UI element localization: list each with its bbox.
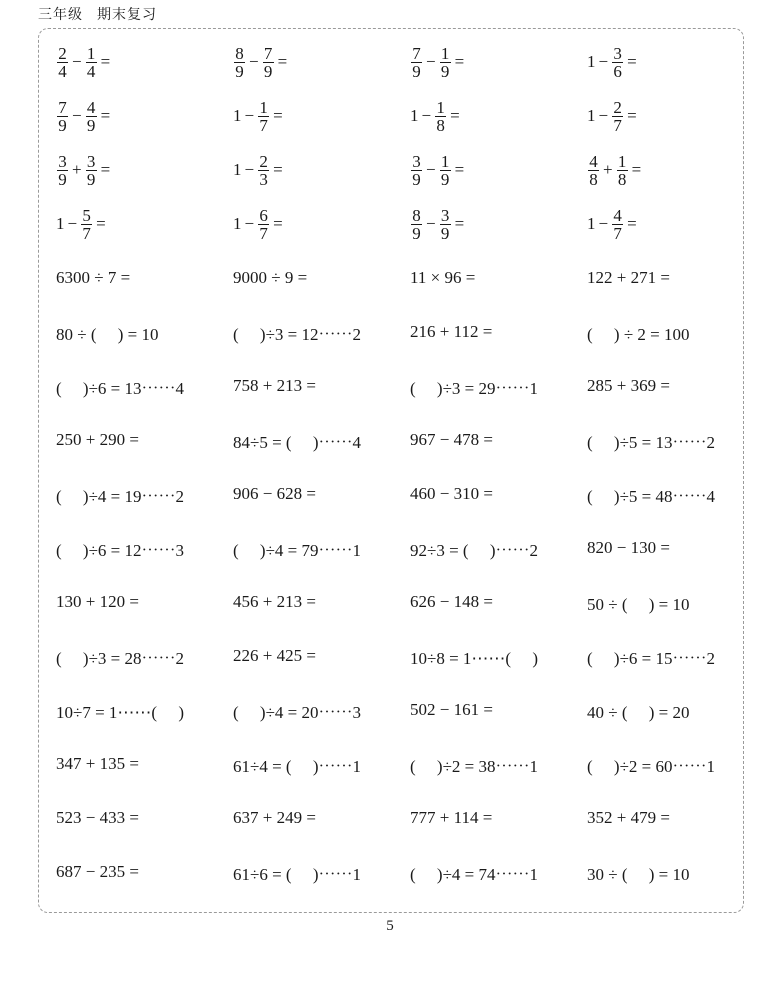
numerator: 6	[259, 205, 268, 225]
fraction	[57, 153, 68, 188]
whole-number: 1	[233, 160, 242, 179]
arithmetic-problem: ( )÷6 = 12⋯⋯3	[56, 540, 184, 560]
numerator: 2	[58, 43, 67, 63]
denominator: 7	[613, 223, 622, 243]
arithmetic-problem: 11 × 96 =	[410, 268, 476, 287]
fraction-row	[56, 143, 766, 197]
operator: −	[598, 106, 609, 125]
problem-row	[56, 521, 766, 575]
operator: −	[67, 214, 78, 233]
numerator: 7	[263, 43, 273, 63]
denominator: 9	[440, 223, 450, 243]
equals-sign: =	[627, 52, 637, 71]
whole-number: 1	[233, 214, 242, 233]
fraction	[435, 99, 446, 134]
denominator: 9	[58, 115, 67, 135]
operator: −	[426, 160, 436, 179]
numerator: 1	[86, 43, 96, 63]
fraction-row	[56, 89, 766, 143]
page-number: 5	[386, 918, 394, 934]
numerator: 4	[86, 97, 96, 117]
operator: −	[72, 52, 82, 71]
operator: −	[72, 106, 82, 125]
arithmetic-problem: ( )÷4 = 20⋯⋯3	[233, 702, 361, 722]
whole-number: 1	[587, 214, 596, 233]
equals-sign: =	[454, 52, 465, 71]
denominator: 9	[263, 61, 273, 81]
fraction	[612, 45, 623, 80]
problem-row	[56, 359, 766, 413]
fraction-problem	[56, 153, 233, 188]
equals-sign: =	[454, 214, 465, 233]
problem-grid	[56, 35, 766, 899]
denominator: 7	[613, 115, 622, 135]
numerator: 3	[58, 151, 67, 171]
arithmetic-problem: ( )÷4 = 19⋯⋯2	[56, 486, 184, 506]
arithmetic-problem: 285 + 369 =	[587, 376, 670, 395]
problem-row	[56, 629, 766, 683]
arithmetic-problem: ( )÷5 = 48⋯⋯4	[587, 486, 715, 506]
fraction-problem	[587, 99, 764, 134]
denominator: 7	[259, 115, 268, 135]
equals-sign: =	[454, 160, 465, 179]
fraction	[612, 207, 623, 242]
numerator: 1	[440, 43, 450, 63]
numerator: 4	[589, 151, 598, 171]
operator: +	[603, 160, 613, 179]
numerator: 3	[440, 205, 450, 225]
fraction	[57, 99, 68, 134]
operator: −	[244, 160, 255, 179]
arithmetic-problem: ( )÷2 = 38⋯⋯1	[410, 756, 538, 776]
arithmetic-problem: 637 + 249 =	[233, 808, 316, 827]
arithmetic-problem: 820 − 130 =	[587, 538, 670, 557]
arithmetic-problem: 626 − 148 =	[410, 592, 493, 611]
arithmetic-problem: ( )÷6 = 15⋯⋯2	[587, 648, 715, 668]
fraction	[86, 99, 97, 134]
fraction-problem	[587, 153, 764, 188]
header-title: 期末复习	[97, 7, 157, 23]
numerator: 1	[436, 97, 445, 117]
equals-sign: =	[100, 160, 111, 179]
problem-row	[56, 683, 766, 737]
fraction	[617, 153, 628, 188]
arithmetic-problem: 10÷7 = 1⋯⋯( )	[56, 702, 184, 722]
fraction-problem	[587, 45, 764, 80]
problem-row	[56, 251, 766, 305]
arithmetic-problem: 523 − 433 =	[56, 808, 139, 827]
arithmetic-problem: 6300 ÷ 7 =	[56, 268, 131, 287]
arithmetic-problem: 456 + 213 =	[233, 592, 316, 611]
arithmetic-problem: 777 + 114 =	[410, 808, 493, 827]
fraction	[440, 207, 451, 242]
arithmetic-problem: 352 + 479 =	[587, 808, 670, 827]
arithmetic-problem: ( )÷4 = 74⋯⋯1	[410, 864, 538, 884]
fraction-problem	[233, 153, 410, 188]
whole-number: 1	[410, 106, 419, 125]
fraction	[440, 45, 451, 80]
denominator: 9	[86, 115, 96, 135]
fraction	[258, 207, 269, 242]
arithmetic-problem: 130 + 120 =	[56, 592, 139, 611]
numerator: 1	[259, 97, 268, 117]
fraction-problem	[410, 153, 587, 188]
numerator: 5	[82, 205, 91, 225]
denominator: 3	[259, 169, 268, 189]
fraction	[263, 45, 274, 80]
operator: −	[426, 52, 436, 71]
numerator: 7	[58, 97, 67, 117]
arithmetic-problem: 80 ÷ ( ) = 10	[56, 324, 159, 344]
numerator: 3	[412, 151, 421, 171]
problem-row	[56, 791, 766, 845]
denominator: 7	[259, 223, 268, 243]
equals-sign: =	[100, 106, 111, 125]
arithmetic-problem: 92÷3 = ( )⋯⋯2	[410, 540, 538, 560]
problem-row	[56, 467, 766, 521]
equals-sign: =	[277, 52, 288, 71]
arithmetic-problem: ( )÷6 = 13⋯⋯4	[56, 378, 184, 398]
denominator: 4	[86, 61, 96, 81]
fraction	[411, 153, 422, 188]
problem-row	[56, 305, 766, 359]
arithmetic-problem: ( ) ÷ 2 = 100	[587, 324, 690, 344]
arithmetic-problem: ( )÷3 = 12⋯⋯2	[233, 324, 361, 344]
whole-number: 1	[587, 106, 596, 125]
equals-sign: =	[273, 106, 283, 125]
fraction	[86, 45, 97, 80]
numerator: 3	[86, 151, 96, 171]
arithmetic-problem: 687 − 235 =	[56, 862, 139, 881]
denominator: 7	[82, 223, 91, 243]
arithmetic-problem: 906 − 628 =	[233, 484, 316, 503]
problem-row	[56, 737, 766, 791]
operator: −	[249, 52, 259, 71]
arithmetic-problem: 758 + 213 =	[233, 376, 316, 395]
equals-sign: =	[627, 106, 637, 125]
arithmetic-problem: 460 − 310 =	[410, 484, 493, 503]
operator: −	[598, 214, 609, 233]
denominator: 9	[440, 169, 450, 189]
numerator: 7	[412, 43, 421, 63]
arithmetic-problem: 10÷8 = 1⋯⋯( )	[410, 648, 538, 668]
fraction	[258, 153, 269, 188]
arithmetic-problem: 50 ÷ ( ) = 10	[587, 594, 690, 614]
equals-sign: =	[100, 52, 111, 71]
fraction-problem	[56, 207, 233, 242]
denominator: 9	[235, 61, 244, 81]
fraction-problem	[410, 45, 587, 80]
arithmetic-problem: 967 − 478 =	[410, 430, 493, 449]
numerator: 2	[259, 151, 268, 171]
denominator: 8	[589, 169, 598, 189]
problem-row	[56, 575, 766, 629]
arithmetic-problem: 502 − 161 =	[410, 700, 493, 719]
whole-number: 1	[233, 106, 242, 125]
denominator: 9	[86, 169, 96, 189]
denominator: 9	[412, 223, 421, 243]
fraction-problem	[233, 207, 410, 242]
fraction-problem	[410, 207, 587, 242]
numerator: 4	[613, 205, 622, 225]
fraction	[612, 99, 623, 134]
arithmetic-problem: ( )÷3 = 28⋯⋯2	[56, 648, 184, 668]
equals-sign: =	[96, 214, 106, 233]
fraction	[411, 207, 422, 242]
operator: −	[244, 214, 255, 233]
fraction-problem	[56, 99, 233, 134]
problem-row	[56, 413, 766, 467]
arithmetic-problem: ( )÷3 = 29⋯⋯1	[410, 378, 538, 398]
fraction	[411, 45, 422, 80]
arithmetic-problem: 9000 ÷ 9 =	[233, 268, 308, 287]
whole-number: 1	[587, 52, 596, 71]
fraction	[81, 207, 92, 242]
fraction-problem	[410, 99, 587, 134]
fraction-problem	[233, 99, 410, 134]
operator: +	[72, 160, 82, 179]
numerator: 8	[235, 43, 244, 63]
operator: −	[598, 52, 609, 71]
equals-sign: =	[273, 214, 283, 233]
fraction	[234, 45, 245, 80]
fraction	[86, 153, 97, 188]
numerator: 1	[440, 151, 450, 171]
problem-row	[56, 845, 766, 899]
arithmetic-problem: ( )÷2 = 60⋯⋯1	[587, 756, 715, 776]
arithmetic-problem: 40 ÷ ( ) = 20	[587, 702, 690, 722]
numerator: 1	[617, 151, 627, 171]
arithmetic-problem: 61÷4 = ( )⋯⋯1	[233, 756, 361, 776]
fraction-row	[56, 35, 766, 89]
denominator: 9	[412, 61, 421, 81]
arithmetic-problem: 216 + 112 =	[410, 322, 493, 341]
equals-sign: =	[273, 160, 283, 179]
page-header	[38, 4, 157, 24]
equals-sign: =	[631, 160, 642, 179]
whole-number: 1	[56, 214, 65, 233]
numerator: 8	[412, 205, 421, 225]
denominator: 4	[58, 61, 67, 81]
fraction-problem	[587, 207, 764, 242]
arithmetic-problem: 250 + 290 =	[56, 430, 139, 449]
fraction-row	[56, 197, 766, 251]
arithmetic-problem: 30 ÷ ( ) = 10	[587, 864, 690, 884]
fraction	[258, 99, 269, 134]
equals-sign: =	[450, 106, 460, 125]
arithmetic-problem: ( )÷5 = 13⋯⋯2	[587, 432, 715, 452]
fraction	[440, 153, 451, 188]
fraction-problem	[56, 45, 233, 80]
denominator: 8	[617, 169, 627, 189]
fraction	[588, 153, 599, 188]
denominator: 9	[440, 61, 450, 81]
operator: −	[244, 106, 255, 125]
numerator: 2	[613, 97, 622, 117]
operator: −	[421, 106, 432, 125]
fraction	[57, 45, 68, 80]
arithmetic-problem: 84÷5 = ( )⋯⋯4	[233, 432, 361, 452]
arithmetic-problem: 347 + 135 =	[56, 754, 139, 773]
arithmetic-problem: 226 + 425 =	[233, 646, 316, 665]
arithmetic-problem: 61÷6 = ( )⋯⋯1	[233, 864, 361, 884]
denominator: 6	[613, 61, 622, 81]
fraction-problem	[233, 45, 410, 80]
denominator: 9	[58, 169, 67, 189]
arithmetic-problem: 122 + 271 =	[587, 268, 670, 287]
arithmetic-problem: ( )÷4 = 79⋯⋯1	[233, 540, 361, 560]
equals-sign: =	[627, 214, 637, 233]
grade-label: 三年级	[38, 7, 83, 23]
denominator: 9	[412, 169, 421, 189]
denominator: 8	[436, 115, 445, 135]
operator: −	[426, 214, 436, 233]
numerator: 3	[613, 43, 622, 63]
